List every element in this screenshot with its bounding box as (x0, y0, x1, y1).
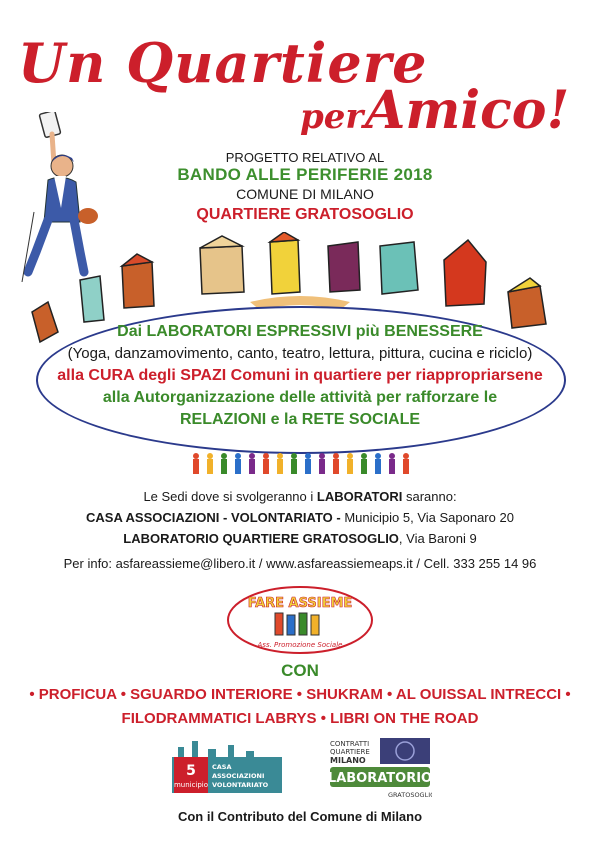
oval-line-cura: alla CURA degli SPAZI Comuni in quartiere per riappropriarsene (57, 367, 543, 384)
municipio-word: municipio (173, 781, 209, 789)
sedi-intro-end: saranno: (402, 489, 457, 504)
sede-lab-name: LABORATORIO QUARTIERE GRATOSOGLIO (123, 531, 399, 546)
cq-sub: GRATOSOGLIO (388, 791, 432, 799)
cq-line1: CONTRATTI (330, 740, 370, 748)
fare-assieme-sub: Ass. Promozione Sociale (257, 641, 343, 649)
sede-casa-associazioni (40, 510, 560, 525)
footer-contributo: Con il Contributo del Comune di Milano (177, 809, 423, 824)
quartiere-label: QUARTIERE GRATOSOGLIO (196, 206, 414, 223)
municipio-number: 5 (186, 763, 196, 779)
cq-line2: QUARTIERE (330, 748, 370, 756)
cq-label: LABORATORIO (328, 771, 432, 786)
fare-assieme-logo (225, 585, 375, 655)
contratti-quartiere-logo (328, 738, 432, 800)
muni-text-volontariato: VOLONTARIATO (212, 781, 269, 789)
title-amico: Amico! (365, 80, 570, 141)
title-per: per (300, 97, 364, 137)
muni-text-casa: CASA (212, 763, 232, 771)
fare-assieme-name: FARE ASSIEME (247, 596, 353, 611)
sede-casa-name: CASA ASSOCIAZIONI - VOLONTARIATO - (86, 510, 341, 525)
oval-line-autorganizzazione: alla Autorganizzazione delle attività per rafforzare le (102, 389, 498, 406)
sedi-intro (40, 489, 560, 504)
people-chain-illustration (190, 452, 412, 474)
sede-laboratorio (40, 531, 560, 546)
sede-casa-address: Municipio 5, Via Saponaro 20 (340, 510, 514, 525)
partners-line-2: FILODRAMMATICI LABRYS • LIBRI ON THE ROAD (121, 710, 479, 727)
comune-label: COMUNE DI MILANO (236, 186, 374, 202)
oval-line-relazioni: RELAZIONI e la RETE SOCIALE (179, 411, 421, 428)
sede-lab-address: , Via Baroni 9 (398, 531, 477, 546)
bando-title: BANDO ALLE PERIFERIE 2018 (177, 165, 433, 184)
oval-line-laboratori: Dai LABORATORI ESPRESSIVI più BENESSERE (117, 323, 483, 340)
sedi-intro-text: Le Sedi dove si svolgeranno i (143, 489, 317, 504)
con-heading: CON (281, 661, 319, 680)
contact-info: Per info: asfareassieme@libero.it / www.asfareassiemeaps.it / Cell. 333 255 14 96 (63, 556, 537, 571)
muni-text-associazioni: ASSOCIAZIONI (212, 772, 265, 780)
municipio-casa-associazioni-logo (172, 735, 282, 793)
project-label: PROGETTO RELATIVO AL (225, 150, 385, 165)
sedi-intro-laboratori: LABORATORI (316, 489, 403, 504)
cq-line3: MILANO (330, 756, 366, 765)
oval-line-activities: (Yoga, danzamovimento, canto, teatro, lettura, pittura, cucina e riciclo) (67, 345, 533, 362)
partners-line-1: • PROFICUA • SGUARDO INTERIORE • SHUKRAM • AL OUISSAL INTRECCI • (29, 686, 571, 703)
title-line1: Un Quartiere (18, 31, 428, 95)
